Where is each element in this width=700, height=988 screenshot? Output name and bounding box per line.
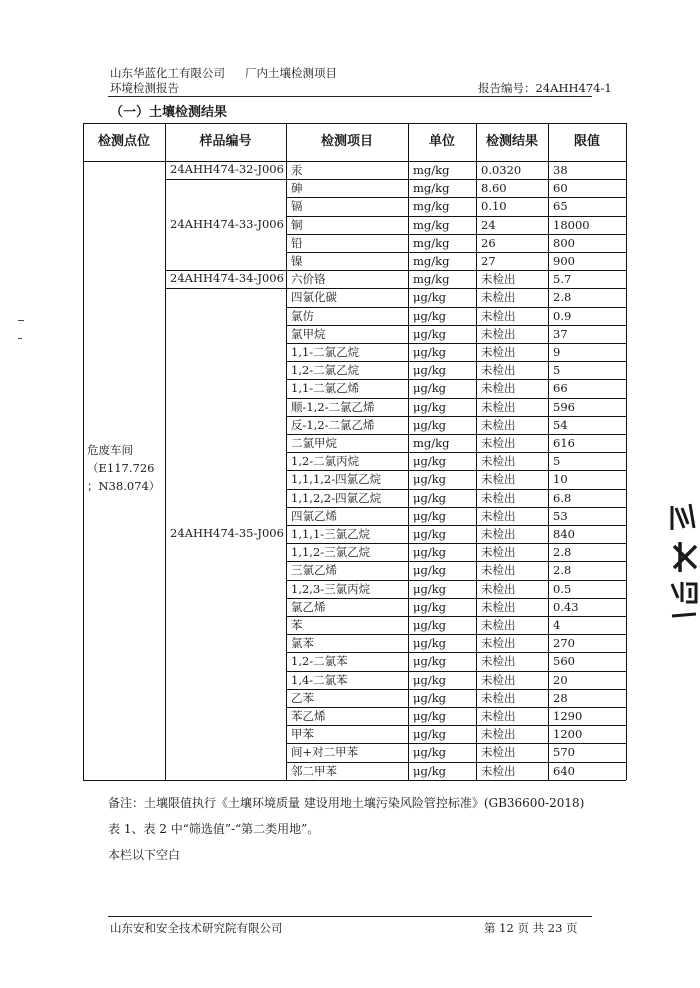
limit-value: 640 [553,763,575,778]
test-item: 铅 [291,235,303,250]
limit-value: 54 [553,417,568,432]
limit-value: 37 [553,326,568,341]
result: 未检出 [481,763,516,778]
result: 未检出 [481,308,516,323]
result: 未检出 [481,672,516,687]
unit: mg/kg [413,163,450,177]
limit-value: 596 [553,399,575,414]
result: 未检出 [481,290,516,305]
limit-value: 2.8 [553,290,572,305]
limit-value: 18000 [553,217,590,232]
test-item: 1,1-二氯乙烷 [291,345,360,359]
unit: μg/kg [413,545,447,560]
result: 27 [481,254,496,268]
unit: μg/kg [413,399,447,414]
test-item: 氯乙烯 [291,599,326,614]
limit-value: 1200 [553,727,583,742]
column-header: 检测点位 [97,134,150,149]
unit: mg/kg [413,235,450,250]
result: 未检出 [481,399,516,414]
column-border [83,123,84,780]
result: 未检出 [481,417,516,432]
unit: μg/kg [413,672,447,687]
test-item: 反-1,2-二氯乙烯 [291,417,375,432]
unit: μg/kg [413,345,447,359]
result: 8.60 [481,181,507,196]
limit-value: 900 [553,254,575,268]
unit: mg/kg [413,181,450,196]
location-longitude: （E117.726 [87,461,155,476]
unit: μg/kg [413,563,447,578]
result: 24 [481,217,496,232]
column-header: 检测结果 [485,134,538,149]
result: 未检出 [481,363,516,378]
result: 未检出 [481,381,516,396]
header-company: 山东华蓝化工有限公司 [110,66,225,80]
unit: μg/kg [413,326,447,341]
result: 未检出 [481,508,516,523]
unit: μg/kg [413,763,447,778]
unit: μg/kg [413,290,447,305]
unit: μg/kg [413,636,447,651]
limit-value: 560 [553,654,575,669]
test-item: 四氯化碳 [291,290,337,305]
unit: μg/kg [413,363,447,378]
result: 26 [481,235,496,250]
scan-mark [18,320,24,321]
unit: μg/kg [413,581,447,596]
result: 未检出 [481,599,516,614]
test-item: 间+对二甲苯 [291,745,359,760]
test-item: 汞 [291,163,303,177]
unit: μg/kg [413,308,447,323]
unit: μg/kg [413,745,447,760]
location-latitude: ；N38.074） [87,479,161,494]
section-title: （一）土壤检测结果 [110,105,228,120]
page-number: 第 12 页 共 23 页 [484,921,578,935]
test-item: 邻二甲苯 [291,763,337,778]
test-item: 苯乙烯 [291,709,326,723]
test-item: 镍 [291,254,303,268]
limit-value: 66 [553,381,568,396]
result: 未检出 [481,581,516,596]
unit: μg/kg [413,599,447,614]
sample-id: 24AHH474-33-J006 [170,216,284,231]
limit-value: 0.43 [553,599,579,614]
column-header: 样品编号 [199,134,252,149]
note-line-1: 备注：土壤限值执行《土壤环境质量 建设用地土壤污染风险管控标准》(GB36600-2018) [108,796,585,810]
unit: mg/kg [413,436,450,450]
location-name: 危废车间 [87,443,133,458]
unit: μg/kg [413,727,447,742]
header-project: 厂内土壤检测项目 [245,66,337,80]
column-header: 限值 [573,134,600,149]
result: 未检出 [481,563,516,578]
test-item: 1,1,2-三氯乙烷 [291,545,371,560]
unit: μg/kg [413,709,447,723]
result: 未检出 [481,618,516,632]
limit-value: 53 [553,508,568,523]
limit-value: 20 [553,672,568,687]
limit-value: 0.9 [553,308,572,323]
test-item: 1,2,3-三氯丙烷 [291,581,371,596]
test-item: 氯苯 [291,636,314,651]
column-header: 单位 [428,134,455,149]
sample-id: 24AHH474-34-J006 [170,271,284,286]
limit-value: 38 [553,163,568,177]
sample-id: 24AHH474-32-J006 [170,162,284,177]
limit-value: 5 [553,454,561,469]
test-item: 1,2-二氯苯 [291,654,348,669]
report-number: 报告编号：24AHH474-1 [478,81,612,95]
test-item: 1,1,1-三氯乙烷 [291,527,371,541]
result: 未检出 [481,745,516,760]
test-item: 1,1,1,2-四氯乙烷 [291,472,382,487]
limit-value: 5 [553,363,561,378]
result: 未检出 [481,272,516,287]
column-header: 检测项目 [320,134,373,149]
limit-value: 0.5 [553,581,572,596]
result: 未检出 [481,436,516,450]
limit-value: 4 [553,618,561,632]
unit: μg/kg [413,454,447,469]
test-item: 六价铬 [291,272,326,287]
scan-mark [18,338,22,339]
note-line-2: 表 1、表 2 中“筛选值”-“第二类用地”。 [108,822,320,836]
test-item: 三氯乙烯 [291,563,337,578]
unit: μg/kg [413,381,447,396]
test-item: 镉 [291,199,303,214]
limit-value: 2.8 [553,545,572,560]
result: 未检出 [481,490,516,505]
seal-stamp-fragment [666,498,700,628]
limit-value: 65 [553,199,568,214]
unit: mg/kg [413,272,450,287]
sample-group-divider [165,179,286,180]
result: 未检出 [481,709,516,723]
test-item: 甲苯 [291,727,314,742]
limit-value: 6.8 [553,490,572,505]
unit: μg/kg [413,472,447,487]
test-item: 1,2-二氯丙烷 [291,454,360,469]
test-item: 顺-1,2-二氯乙烯 [291,399,375,414]
column-border [626,123,627,780]
limit-value: 28 [553,690,568,705]
unit: mg/kg [413,199,450,214]
footer-organization: 山东安和安全技术研究院有限公司 [110,921,283,935]
sample-group-divider [165,288,286,289]
result: 未检出 [481,690,516,705]
test-item: 二氯甲烷 [291,436,337,450]
limit-value: 570 [553,745,575,760]
limit-value: 840 [553,527,575,541]
unit: mg/kg [413,217,450,232]
test-item: 1,2-二氯乙烷 [291,363,360,378]
limit-value: 1290 [553,709,583,723]
unit: μg/kg [413,490,447,505]
test-item: 1,4-二氯苯 [291,672,348,687]
test-item: 苯 [291,618,303,632]
limit-value: 9 [553,345,561,359]
sample-id: 24AHH474-35-J006 [170,526,284,541]
result: 未检出 [481,454,516,469]
unit: mg/kg [413,254,450,268]
result: 未检出 [481,727,516,742]
test-item: 砷 [291,181,303,196]
result: 未检出 [481,345,516,359]
test-item: 氯甲烷 [291,326,326,341]
limit-value: 10 [553,472,568,487]
limit-value: 5.7 [553,272,572,287]
result: 未检出 [481,326,516,341]
test-item: 铜 [291,217,303,232]
result: 未检出 [481,472,516,487]
unit: μg/kg [413,618,447,632]
unit: μg/kg [413,508,447,523]
unit: μg/kg [413,690,447,705]
test-item: 1,1,2,2-四氯乙烷 [291,490,382,505]
limit-value: 616 [553,436,575,450]
limit-value: 270 [553,636,575,651]
result: 未检出 [481,527,516,541]
result: 未检出 [481,654,516,669]
unit: μg/kg [413,654,447,669]
result: 0.10 [481,199,507,214]
limit-value: 800 [553,235,575,250]
result: 未检出 [481,636,516,651]
unit: μg/kg [413,527,447,541]
limit-value: 2.8 [553,563,572,578]
blank-notice: 本栏以下空白 [108,848,181,862]
test-item: 氯仿 [291,308,314,323]
result: 未检出 [481,545,516,560]
result: 0.0320 [481,163,522,177]
test-item: 1,1-二氯乙烯 [291,381,360,396]
footer-rule [108,916,592,917]
table-bottom-border [83,780,626,781]
unit: μg/kg [413,417,447,432]
test-item: 四氯乙烯 [291,508,337,523]
limit-value: 60 [553,181,568,196]
test-item: 乙苯 [291,690,314,705]
header-report-title: 环境检测报告 [110,81,179,95]
